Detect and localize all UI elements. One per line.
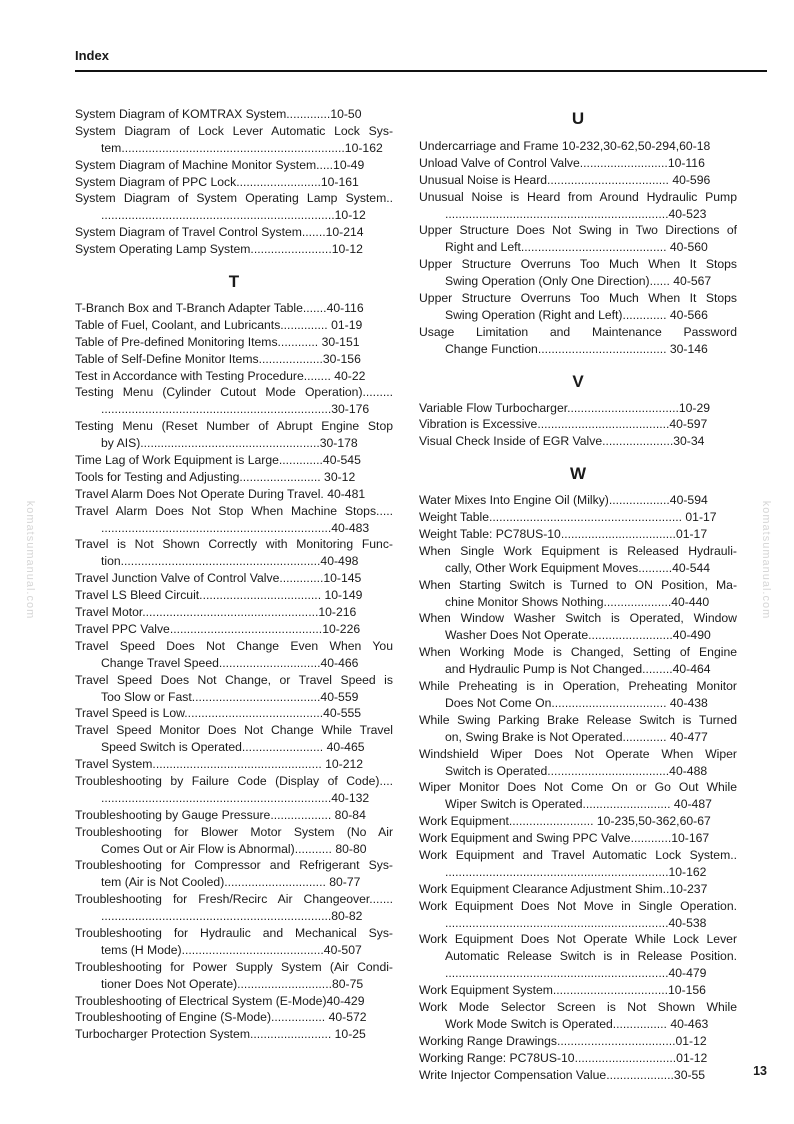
- index-entry-line: When Window Washer Switch is Operated, Window: [419, 611, 737, 626]
- index-entry-line: When Working Mode is Changed, Setting of Engine: [419, 645, 737, 660]
- index-entry-continuation: by AIS).....................................................30-178: [101, 436, 358, 451]
- index-entry[interactable]: [75, 224, 393, 241]
- index-entry[interactable]: [419, 830, 737, 847]
- header-title: Index: [75, 48, 109, 63]
- index-entry-line: Test in Accordance with Testing Procedure........ 40-22: [75, 368, 366, 383]
- index-entry-line: Upper Structure Overruns Too Much When It Stops: [419, 291, 737, 306]
- index-entry[interactable]: [419, 931, 737, 982]
- index-entry-line: Work Equipment System..................................10-156: [419, 983, 706, 998]
- index-entry-continuation: Washer Does Not Operate.........................40-490: [445, 628, 711, 643]
- index-entry[interactable]: [419, 1050, 737, 1067]
- index-entry-line: Table of Self-Define Monitor Items...................30-156: [75, 351, 361, 366]
- index-entry-continuation: ..................................................................40-523: [445, 206, 707, 221]
- index-entry[interactable]: [75, 891, 393, 925]
- index-entry-continuation: tion...........................................................40-498: [101, 554, 359, 569]
- index-entry-line: Water Mixes Into Engine Oil (Milky)..................40-594: [419, 493, 708, 508]
- index-entry-continuation: Does Not Come On.................................. 40-438: [445, 695, 708, 710]
- index-entry[interactable]: [75, 300, 393, 317]
- index-entry[interactable]: [75, 1009, 393, 1026]
- index-entry-continuation: Comes Out or Air Flow is Abnormal)........... 80-80: [101, 841, 367, 856]
- index-entry-line: Troubleshooting for Fresh/Recirc Air Changeover.......: [75, 892, 393, 907]
- index-entry-line: Travel Alarm Does Not Operate During Travel. 40-481: [75, 486, 366, 501]
- section-letter-u: U: [571, 109, 585, 128]
- index-entry-line: Troubleshooting for Compressor and Refrigerant Sys-: [75, 858, 393, 873]
- index-entry[interactable]: [419, 492, 737, 509]
- index-entry[interactable]: [75, 672, 393, 706]
- index-entry[interactable]: [75, 418, 393, 452]
- index-entry-continuation: Switch is Operated....................................40-488: [445, 763, 708, 778]
- index-entry-continuation: Right and Left........................................... 40-560: [445, 240, 708, 255]
- index-entry-line: Vibration is Excessive.......................................40-597: [419, 417, 708, 432]
- index-entry-line: System Diagram of PPC Lock.........................10-161: [75, 174, 359, 189]
- index-entry-line: Usage Limitation and Maintenance Password: [419, 324, 737, 339]
- index-entry-line: Travel LS Bleed Circuit.................................... 10-149: [75, 588, 363, 603]
- index-entry-line: Unusual Noise is Heard.................................... 40-596: [419, 172, 711, 187]
- index-entry[interactable]: [419, 433, 737, 450]
- index-entry-continuation: ..................................................................40-538: [445, 915, 707, 930]
- index-entry-line: Travel Speed is Low.........................................40-555: [75, 706, 362, 721]
- index-entry[interactable]: [419, 999, 737, 1033]
- index-entry-line: Table of Fuel, Coolant, and Lubricants.............. 01-19: [75, 317, 363, 332]
- index-entry-line: Troubleshooting for Power Supply System (Air Condi-: [75, 959, 393, 974]
- index-entry[interactable]: [419, 138, 737, 155]
- index-entry-continuation: ..................................................................10-162: [445, 864, 707, 879]
- index-entry-line: While Preheating is in Operation, Preheating Monitor: [419, 679, 737, 694]
- index-entry[interactable]: [419, 290, 737, 324]
- index-column-left: [75, 106, 393, 1043]
- index-entry[interactable]: [419, 847, 737, 881]
- index-entry[interactable]: [75, 638, 393, 672]
- index-entry-line: When Starting Switch is Turned to ON Position, Ma-: [419, 577, 737, 592]
- index-entry-continuation: Speed Switch is Operated........................ 40-465: [101, 740, 365, 755]
- index-entry[interactable]: [419, 189, 737, 223]
- index-entry[interactable]: [75, 368, 393, 385]
- index-entry[interactable]: [419, 813, 737, 830]
- index-entry-line: Upper Structure Overruns Too Much When It Stops: [419, 257, 737, 272]
- index-entry[interactable]: [419, 324, 737, 358]
- index-entry-continuation: ....................................................................40-132: [101, 790, 370, 805]
- index-entry-continuation: tem..................................................................10-162: [101, 140, 383, 155]
- index-entry[interactable]: [75, 241, 393, 258]
- index-entry-line: Weight Table: PC78US-10..................................01-17: [419, 527, 708, 542]
- index-entry-line: Travel PPC Valve.............................................10-226: [75, 621, 361, 636]
- index-entry[interactable]: [75, 536, 393, 570]
- section-letter-t: T: [228, 272, 240, 292]
- index-entry-continuation: cally, Other Work Equipment Moves..........40-544: [445, 560, 711, 575]
- index-entry-continuation: Swing Operation (Only One Direction)...... 40-567: [445, 274, 712, 289]
- index-entry[interactable]: [419, 526, 737, 543]
- index-entry-line: Variable Flow Turbocharger.................................10-29: [419, 400, 711, 415]
- index-entry-line: Wiper Monitor Does Not Come On or Go Out While: [419, 780, 737, 795]
- index-entry-line: Upper Structure Does Not Swing in Two Directions of: [419, 223, 737, 238]
- index-entry-line: While Swing Parking Brake Release Switch is Turned: [419, 712, 737, 727]
- index-entry-line: System Diagram of Machine Monitor System.....10-49: [75, 157, 365, 172]
- index-entry[interactable]: [75, 157, 393, 174]
- index-entry-line: Travel is Not Shown Correctly with Monitoring Func-: [75, 537, 393, 552]
- index-entry-line: Weight Table......................................................... 01-17: [419, 510, 717, 525]
- index-entry-line: Troubleshooting by Gauge Pressure.................. 80-84: [75, 807, 366, 822]
- index-entry[interactable]: [419, 881, 737, 898]
- index-entry[interactable]: [419, 256, 737, 290]
- index-entry[interactable]: [419, 610, 737, 644]
- index-entry-continuation: Automatic Release Switch is in Release Position.: [445, 949, 737, 964]
- index-entry[interactable]: [419, 172, 737, 189]
- index-entry-line: Travel Speed Monitor Does Not Change While Travel: [75, 723, 393, 738]
- header-rule: [75, 70, 767, 72]
- index-entry[interactable]: [75, 857, 393, 891]
- index-entry-line: Write Injector Compensation Value....................30-55: [419, 1067, 706, 1082]
- index-entry-line: Work Equipment Clearance Adjustment Shim..10-237: [419, 881, 708, 896]
- index-entry-line: System Operating Lamp System........................10-12: [75, 242, 363, 257]
- index-column-right: [419, 106, 737, 1083]
- index-entry-line: When Single Work Equipment is Released Hydrauli-: [419, 543, 737, 558]
- index-entry[interactable]: [75, 174, 393, 191]
- index-entry-continuation: ....................................................................80-82: [101, 909, 363, 924]
- index-entry-line: System Diagram of Travel Control System.......10-214: [75, 225, 364, 240]
- index-entry-line: Troubleshooting by Failure Code (Display of Code)....: [75, 773, 393, 788]
- index-entry[interactable]: [419, 712, 737, 746]
- index-entry-continuation: on, Swing Brake is Not Operated............. 40-477: [445, 729, 708, 744]
- index-entry-line: Work Equipment and Swing PPC Valve............10-167: [419, 831, 710, 846]
- index-entry[interactable]: [75, 570, 393, 587]
- index-entry[interactable]: [419, 1033, 737, 1050]
- index-entry-continuation: ....................................................................30-176: [101, 402, 370, 417]
- index-entry-line: Travel Junction Valve of Control Valve.............10-145: [75, 571, 362, 586]
- index-entry-line: Working Range: PC78US-10..............................01-12: [419, 1050, 708, 1065]
- index-entry-continuation: chine Monitor Shows Nothing....................40-440: [445, 594, 710, 609]
- index-entry[interactable]: [75, 722, 393, 756]
- index-entry-line: Work Equipment and Travel Automatic Lock System..: [419, 847, 737, 862]
- index-entry-continuation: .....................................................................10-12: [101, 208, 366, 223]
- index-entry[interactable]: [75, 993, 393, 1010]
- watermark-left: komatsumanual.com: [24, 500, 36, 620]
- left-blocks: [75, 106, 393, 1043]
- index-entry-line: Troubleshooting for Hydraulic and Mechanical Sys-: [75, 925, 393, 940]
- index-entry[interactable]: [75, 621, 393, 638]
- index-entry-line: Testing Menu (Cylinder Cutout Mode Operation).........: [75, 385, 393, 400]
- index-entry-continuation: ..................................................................40-479: [445, 966, 707, 981]
- index-entry-line: Work Equipment Does Not Move in Single Operation.: [419, 898, 737, 913]
- index-entry[interactable]: [75, 317, 393, 334]
- index-entry-line: Undercarriage and Frame 10-232,30-62,50-294,60-18: [419, 139, 711, 153]
- index-entry-line: Table of Pre-defined Monitoring Items............ 30-151: [75, 334, 360, 349]
- index-entry[interactable]: [419, 509, 737, 526]
- index-entry[interactable]: [419, 222, 737, 256]
- index-entry[interactable]: [419, 678, 737, 712]
- index-entry[interactable]: [419, 746, 737, 780]
- index-entry[interactable]: [75, 587, 393, 604]
- page-number: 13: [753, 1064, 767, 1078]
- watermark-right: komatsumanual.com: [760, 500, 772, 620]
- index-entry[interactable]: [75, 351, 393, 368]
- index-entry-continuation: Change Travel Speed..............................40-466: [101, 655, 359, 670]
- index-entry[interactable]: [419, 543, 737, 577]
- index-entry-continuation: Change Function...................................... 30-146: [445, 341, 708, 356]
- index-entry[interactable]: [419, 416, 737, 433]
- index-entry[interactable]: [75, 604, 393, 621]
- index-entry-line: Time Lag of Work Equipment is Large.............40-545: [75, 453, 361, 468]
- index-entry[interactable]: [75, 1026, 393, 1043]
- index-entry[interactable]: [419, 577, 737, 611]
- index-entry-line: Unload Valve of Control Valve..........................10-116: [419, 155, 705, 170]
- index-entry[interactable]: [75, 824, 393, 858]
- index-entry[interactable]: [419, 898, 737, 932]
- index-entry-continuation: Swing Operation (Right and Left)............. 40-566: [445, 307, 708, 322]
- index-entry-continuation: tems (H Mode)..........................................40-507: [101, 942, 362, 957]
- index-entry[interactable]: [419, 644, 737, 678]
- index-entry-line: Working Range Drawings...................................01-12: [419, 1033, 707, 1048]
- index-entry-line: System Diagram of Lock Lever Automatic Lock Sys-: [75, 123, 393, 138]
- index-entry[interactable]: [75, 452, 393, 469]
- index-entry[interactable]: [75, 384, 393, 418]
- index-entry-continuation: and Hydraulic Pump is Not Changed.........40-464: [445, 662, 711, 677]
- index-entry[interactable]: [75, 705, 393, 722]
- index-entry-line: Work Equipment Does Not Operate While Lock Lever: [419, 932, 737, 947]
- index-entry-line: Turbocharger Protection System........................ 10-25: [75, 1027, 366, 1042]
- index-entry[interactable]: [75, 756, 393, 773]
- index-entry[interactable]: [75, 925, 393, 959]
- index-entry[interactable]: [75, 123, 393, 157]
- index-entry[interactable]: [419, 1067, 737, 1084]
- index-entry-line: System Diagram of System Operating Lamp System..: [75, 191, 393, 206]
- index-entry[interactable]: [75, 773, 393, 807]
- index-entry[interactable]: [75, 469, 393, 486]
- index-entry[interactable]: [75, 334, 393, 351]
- index-entry-line: Windshield Wiper Does Not Operate When Wiper: [419, 746, 737, 761]
- index-entry-continuation: Wiper Switch is Operated.......................... 40-487: [445, 797, 712, 812]
- index-entry-line: Work Equipment......................... 10-235,50-362,60-67: [419, 814, 711, 829]
- index-entry-line: System Diagram of KOMTRAX System.............10-50: [75, 107, 362, 121]
- index-entry-line: Travel Speed Does Not Change Even When You: [75, 638, 393, 653]
- index-entry-line: Travel Motor....................................................10-216: [75, 605, 357, 620]
- index-entry[interactable]: [75, 807, 393, 824]
- section-letter-w: W: [569, 464, 587, 484]
- index-entry-continuation: Too Slow or Fast......................................40-559: [101, 689, 359, 704]
- index-entry-line: Troubleshooting of Engine (S-Mode)................ 40-572: [75, 1010, 367, 1025]
- index-entry-line: Visual Check Inside of EGR Valve.....................30-34: [419, 434, 705, 449]
- index-entry-line: T-Branch Box and T-Branch Adapter Table.......40-116: [75, 301, 364, 316]
- index-entry-line: Travel Alarm Does Not Stop When Machine Stops.....: [75, 503, 393, 518]
- index-entry[interactable]: [75, 486, 393, 503]
- index-entry-line: Troubleshooting of Electrical System (E-Mode)40-429: [75, 993, 365, 1008]
- index-entry-line: Travel Speed Does Not Change, or Travel Speed is: [75, 672, 393, 687]
- index-entry-continuation: ....................................................................40-483: [101, 520, 370, 535]
- index-entry[interactable]: [419, 779, 737, 813]
- index-entry[interactable]: [419, 400, 737, 417]
- index-entry[interactable]: [419, 982, 737, 999]
- index-entry[interactable]: [75, 503, 393, 537]
- index-entry-line: Travel System.................................................. 10-212: [75, 757, 364, 772]
- index-entry-line: Tools for Testing and Adjusting........................ 30-12: [75, 469, 356, 484]
- right-blocks: [419, 106, 737, 1083]
- index-entry-line: Troubleshooting for Blower Motor System (No Air: [75, 824, 393, 839]
- index-entry-line: Work Mode Selector Screen is Not Shown While: [419, 999, 737, 1014]
- index-entry[interactable]: [75, 190, 393, 224]
- index-entry[interactable]: [419, 155, 737, 172]
- index-entry[interactable]: [75, 959, 393, 993]
- index-entry-line: Unusual Noise is Heard from Around Hydraulic Pump: [419, 189, 737, 204]
- index-entry-continuation: tioner Does Not Operate)............................80-75: [101, 976, 364, 991]
- index-entry-line: Testing Menu (Reset Number of Abrupt Engine Stop: [75, 419, 393, 434]
- index-entry-continuation: Work Mode Switch is Operated................ 40-463: [445, 1016, 709, 1031]
- section-letter-v: V: [572, 371, 584, 391]
- index-entry-continuation: tem (Air is Not Cooled).............................. 80-77: [101, 875, 361, 890]
- index-entry[interactable]: [75, 106, 393, 123]
